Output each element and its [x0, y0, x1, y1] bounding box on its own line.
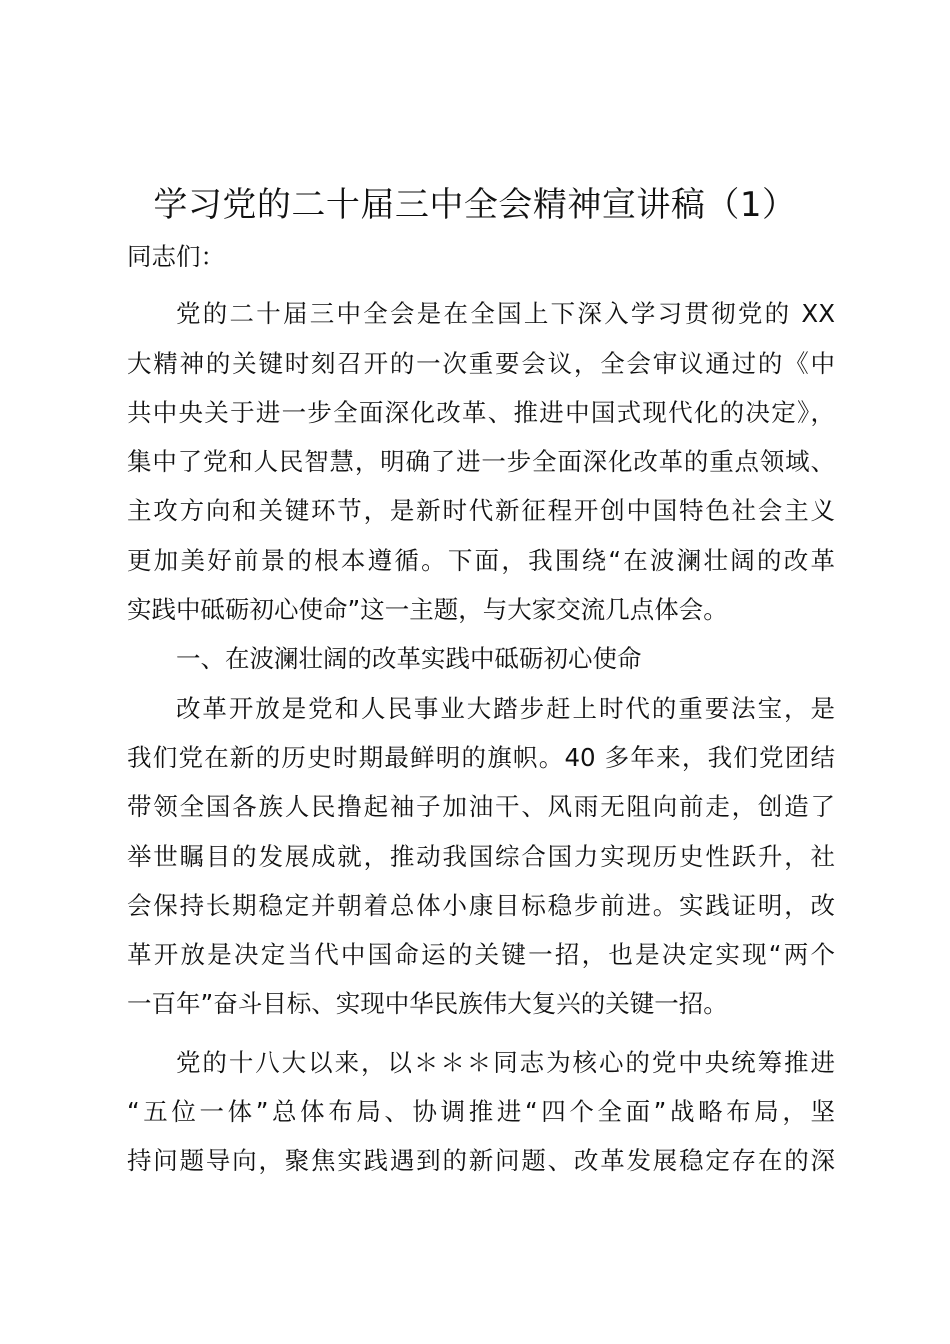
text-line: 实践中砥砺初心使命”这一主题，与大家交流几点体会。 — [127, 595, 728, 625]
text-line: 集中了党和人民智慧，明确了进一步全面深化改革的重点领域、 — [127, 447, 835, 477]
paragraph-intro — [127, 289, 835, 634]
salutation: 同志们： — [127, 242, 225, 271]
document-body — [127, 232, 835, 1186]
text-line: 革开放是决定当代中国命运的关键一招，也是决定实现“两个 — [127, 940, 835, 970]
text-line: 举世瞩目的发展成就，推动我国综合国力实现历史性跃升，社 — [127, 841, 835, 871]
text-line: 大精神的关键时刻召开的一次重要会议，全会审议通过的《中 — [127, 348, 835, 378]
text-line: 改革开放是党和人民事业大踏步赶上时代的重要法宝，是 — [176, 693, 835, 723]
text-line: 一百年”奋斗目标、实现中华民族伟大复兴的关键一招。 — [127, 989, 728, 1019]
text-line: 更加美好前景的根本遵循。下面，我围绕“在波澜壮阔的改革 — [127, 545, 835, 575]
text-line: 党的二十届三中全会是在全国上下深入学习贯彻党的 XX — [176, 299, 835, 329]
section-heading: 一、在波澜壮阔的改革实践中砥砺初心使命 — [176, 644, 642, 674]
text-line: 共中央关于进一步全面深化改革、推进中国式现代化的决定》， — [127, 397, 835, 427]
text-line: 会保持长期稳定并朝着总体小康目标稳步前进。实践证明，改 — [127, 890, 835, 920]
text-line: 党的十八大以来，以＊＊＊同志为核心的党中央统筹推进 — [176, 1047, 835, 1077]
text-line: 持问题导向，聚焦实践遇到的新问题、改革发展稳定存在的深 — [127, 1146, 835, 1176]
text-line: 我们党在新的历史时期最鲜明的旗帜。40 多年来，我们党团结 — [127, 742, 835, 772]
paragraph-eighteenth-congress — [127, 1038, 835, 1186]
text-line: 带领全国各族人民撸起袖子加油干、风雨无阻向前走，创造了 — [127, 792, 835, 822]
text-line: “五位一体”总体布局、协调推进“四个全面”战略布局，坚 — [127, 1097, 835, 1127]
paragraph-reform — [127, 684, 835, 1029]
document-title: 学习党的二十届三中全会精神宣讲稿（1） — [153, 185, 797, 225]
text-line: 主攻方向和关键环节，是新时代新征程开创中国特色社会主义 — [127, 496, 835, 526]
